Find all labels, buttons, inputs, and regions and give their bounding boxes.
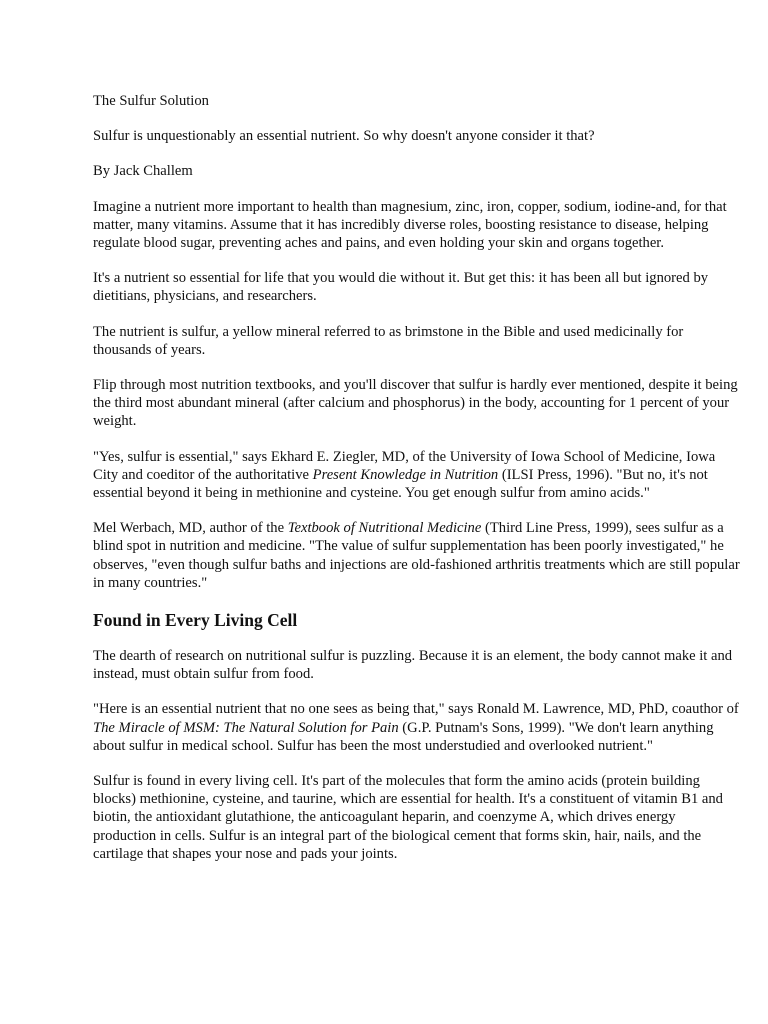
paragraph-2: It's a nutrient so essential for life that you would die without it. But get this: it has been all but ignored by dietitians, physicians, and researchers. xyxy=(93,270,709,305)
document-page xyxy=(93,92,741,880)
paragraph-8-text-a: "Here is an essential nutrient that no one sees as being that," says Ronald M. Lawrence, MD, PhD, coauthor of xyxy=(93,701,739,718)
paragraph-4: Flip through most nutrition textbooks, and you'll discover that sulfur is hardly ever mentioned, despite it being the third most abundant mineral (after calcium and phosphorus) in the body, accounting for 1 percent of your weight. xyxy=(93,377,738,430)
paragraph-6-text-a: Mel Werbach, MD, author of the xyxy=(93,520,288,537)
paragraph-8 xyxy=(93,700,741,755)
paragraph-7: The dearth of research on nutritional sulfur is puzzling. Because it is an element, the body cannot make it and instead, must obtain sulfur from food. xyxy=(93,648,733,683)
book-title-miracle-of-msm: The Miracle of MSM: The Natural Solution for Pain xyxy=(93,719,399,736)
paragraph-8-text-b: (G.P. Putnam's Sons, 1999). "We don't learn anything about sulfur in medical school. Sulfur has been the most understudied and overlooked nutrient." xyxy=(93,719,714,754)
document-title: The Sulfur Solution xyxy=(93,93,209,109)
paragraph-3: The nutrient is sulfur, a yellow mineral referred to as brimstone in the Bible and used medicinally for thousands of years. xyxy=(93,323,684,358)
paragraph-6 xyxy=(93,519,741,592)
byline: By Jack Challem xyxy=(93,163,193,180)
paragraph-9: Sulfur is found in every living cell. It's part of the molecules that form the amino acids (protein building blocks) methionine, cysteine, and taurine, which are essential for health. It's a constituent of vitamin B1 and biotin, the antioxidant glutathione, the anticoagulant heparin, and coenzyme A, which drives energy production in cells. Sulfur is an integral part of the biological cement that forms skin, hair, nails, and the cartilage that shapes your nose and pads your joints. xyxy=(93,773,723,862)
book-title-present-knowledge: Present Knowledge in Nutrition xyxy=(312,466,499,483)
paragraph-5 xyxy=(93,448,741,503)
paragraph-1: Imagine a nutrient more important to health than magnesium, zinc, iron, copper, sodium, iodine-and, for that matter, many vitamins. Assume that it has incredibly diverse roles, boosting resistance to disease, helping regulate blood sugar, preventing aches and pains, and even holding your skin and organs together. xyxy=(93,198,727,252)
section-heading: Found in Every Living Cell xyxy=(93,610,298,631)
paragraph-5-text-b: (ILSI Press, 1996). "But no, it's not essential beyond it being in methionine and cysteine. You get enough sulfur from amino acids." xyxy=(93,466,708,502)
book-title-textbook-nutritional-medicine: Textbook of Nutritional Medicine xyxy=(287,520,482,537)
paragraph-6-text-b: (Third Line Press, 1999), sees sulfur as a blind spot in nutrition and medicine. "The value of sulfur supplementation has been poorly investigated," he observes, "even though sulfur baths and injections are old-fashioned arthritis treatments which are still popular in many countries." xyxy=(93,520,740,591)
document-subtitle: Sulfur is unquestionably an essential nutrient. So why doesn't anyone consider it that? xyxy=(93,128,595,145)
paragraph-5-text-a: "Yes, sulfur is essential," says Ekhard E. Ziegler, MD, of the University of Iowa School of Medicine, Iowa City and coeditor of the authoritative xyxy=(93,448,716,483)
